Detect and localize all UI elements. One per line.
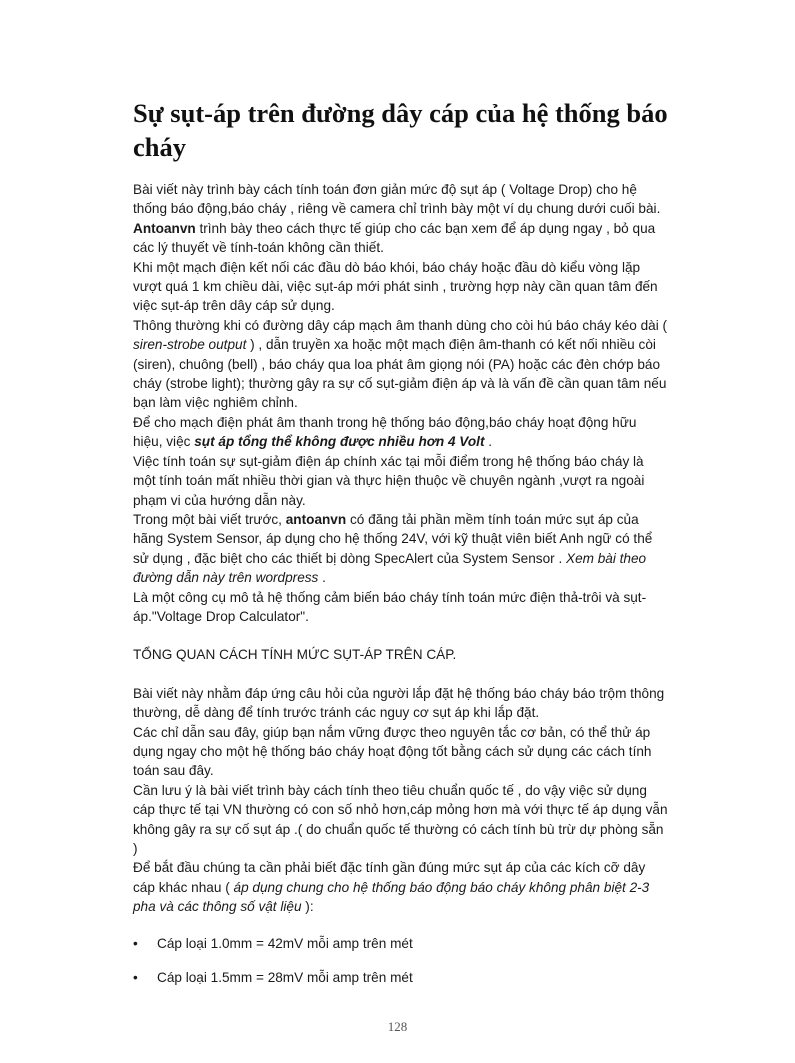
spacer — [133, 665, 669, 684]
page-number: 128 — [387, 1019, 408, 1034]
spacer — [133, 626, 669, 645]
paragraph-guidance: Các chỉ dẫn sau đây, giúp bạn nắm vững được theo nguyên tắc cơ bản, có thể thử áp dụng ngay cho một hệ thống báo cháy hoạt động tốt bằng cách sử dụng các cách tính toán sau đây. — [133, 724, 652, 779]
text-run: Để cho mạch điện phát âm thanh trong hệ thống báo động,báo cháy hoạt động hữu hiệu, việc — [133, 414, 637, 450]
text-run: Để bắt đầu chúng ta cần phải biết đặc tính gần đúng mức sụt áp của các kích cỡ dây cáp khác nhau ( — [133, 860, 646, 895]
paragraph-software — [133, 510, 669, 588]
spacer — [133, 917, 669, 934]
italic-note: áp dụng chung cho hệ thống báo động báo cháy không phân biệt 2-3 pha và các thông số vật liệu — [133, 879, 650, 915]
italic-term: siren-strobe output — [133, 337, 247, 353]
paragraph-tool: Là một công cụ mô tả hệ thống cảm biến báo cháy tính toán mức điện thả-trôi và sụt-áp."Voltage Drop Calculator". — [133, 589, 647, 624]
text-run: ): — [301, 899, 314, 915]
paragraph-limit — [133, 413, 669, 452]
section-heading: TỔNG QUAN CÁCH TÍNH MỨC SỤT-ÁP TRÊN CÁP. — [133, 647, 457, 663]
paragraph-cable-specs — [133, 858, 669, 916]
paragraph-intro — [133, 180, 669, 258]
paragraph-siren — [133, 316, 669, 413]
emphasis-limit: sụt áp tổng thể không được nhiều hơn 4 Volt — [194, 434, 485, 450]
text-run: Bài viết này trình bày cách tính toán đơn giản mức độ sụt áp ( Voltage Drop) cho hệ thống báo động,báo cháy , riêng về camera chỉ trình bày một ví dụ chung dưới cuối bài. — [133, 182, 661, 217]
brand-name: Antoanvn — [133, 220, 196, 236]
list-item-text: Cáp loại 1.0mm = 42mV mỗi amp trên mét — [157, 935, 413, 951]
paragraph-scope: Việc tính toán sự sụt-giảm điện áp chính xác tại mỗi điểm trong hệ thống báo cháy là một tính toán mất nhiều thời gian và thực hiện thuộc về chuyên ngành ,vượt ra ngoài phạm vi của hướng dẫn này. — [133, 453, 645, 508]
text-run: ) , dẫn truyền xa hoặc một mạch điện âm-thanh có kết nối nhiều còi (siren), chuông (bell) , báo cháy qua loa phát âm giọng nói (PA) hoặc các đèn chớp báo cháy (strobe light); thường gây ra sự cố sụt-giảm điện áp và là vấn đề cần quan tâm nếu bạn làm việc nghiêm chỉnh. — [133, 337, 667, 411]
text-run: Thông thường khi có đường dây cáp mạch âm thanh dùng cho còi hú báo cháy kéo dài ( — [133, 317, 668, 333]
list-item-text: Cáp loại 1.5mm = 28mV mỗi amp trên mét — [157, 970, 413, 986]
brand-name: antoanvn — [285, 511, 347, 527]
paragraph-note: Cần lưu ý là bài viết trình bày cách tính theo tiêu chuẩn quốc tế , do vậy việc sử dụng cáp thực tế tại VN thường có con số nhỏ hơn,cáp mỏng hơn mà với thực tế áp dụng vẫn không gây ra sự cố sụt áp .( do chuẩn quốc tế thường có cách tính bù trừ dự phòng sẵn ) — [133, 782, 668, 856]
list-item — [133, 934, 669, 953]
list-item — [133, 968, 669, 987]
wordpress-link-text[interactable]: Xem bài theo đường dẫn này trên wordpress — [133, 550, 647, 586]
bullet-icon: • — [133, 935, 138, 951]
bullet-icon: • — [133, 970, 138, 986]
paragraph-loop-length: Khi một mạch điện kết nối các đầu dò báo khói, báo cháy hoặc đầu dò kiểu vòng lặp vượt quá 1 km chiều dài, việc sụt-áp mới phát sinh , trường hợp này cần quan tâm đến việc sụt-áp trên dây cáp sử dụng. — [133, 259, 658, 314]
text-run: Trong một bài viết trước, — [133, 511, 286, 527]
text-run: trình bày theo cách thực tế giúp cho các bạn xem để áp dụng ngay , bỏ qua các lý thuyết về tính-toán không cần thiết. — [133, 220, 656, 256]
text-run: . — [484, 434, 493, 450]
text-run: có đăng tải phần mềm tính toán mức sụt áp của hãng System Sensor, áp dụng cho hệ thống 24V, với kỹ thuật viên biết Anh ngữ có thể sử dụng , đặc biệt cho các thiết bị dòng SpecAlert của System Sensor . — [133, 511, 653, 566]
article-body — [133, 180, 669, 987]
cable-list — [133, 934, 669, 988]
text-run: . — [318, 570, 326, 586]
paragraph-purpose: Bài viết này nhằm đáp ứng câu hỏi của người lắp đặt hệ thống báo cháy báo trộm thông thường, dễ dàng để tính trước tránh các nguy cơ sụt áp khi lắp đặt. — [133, 685, 665, 721]
page-title: Sự sụt-áp trên đường dây cáp của hệ thống báo cháy — [133, 98, 668, 162]
